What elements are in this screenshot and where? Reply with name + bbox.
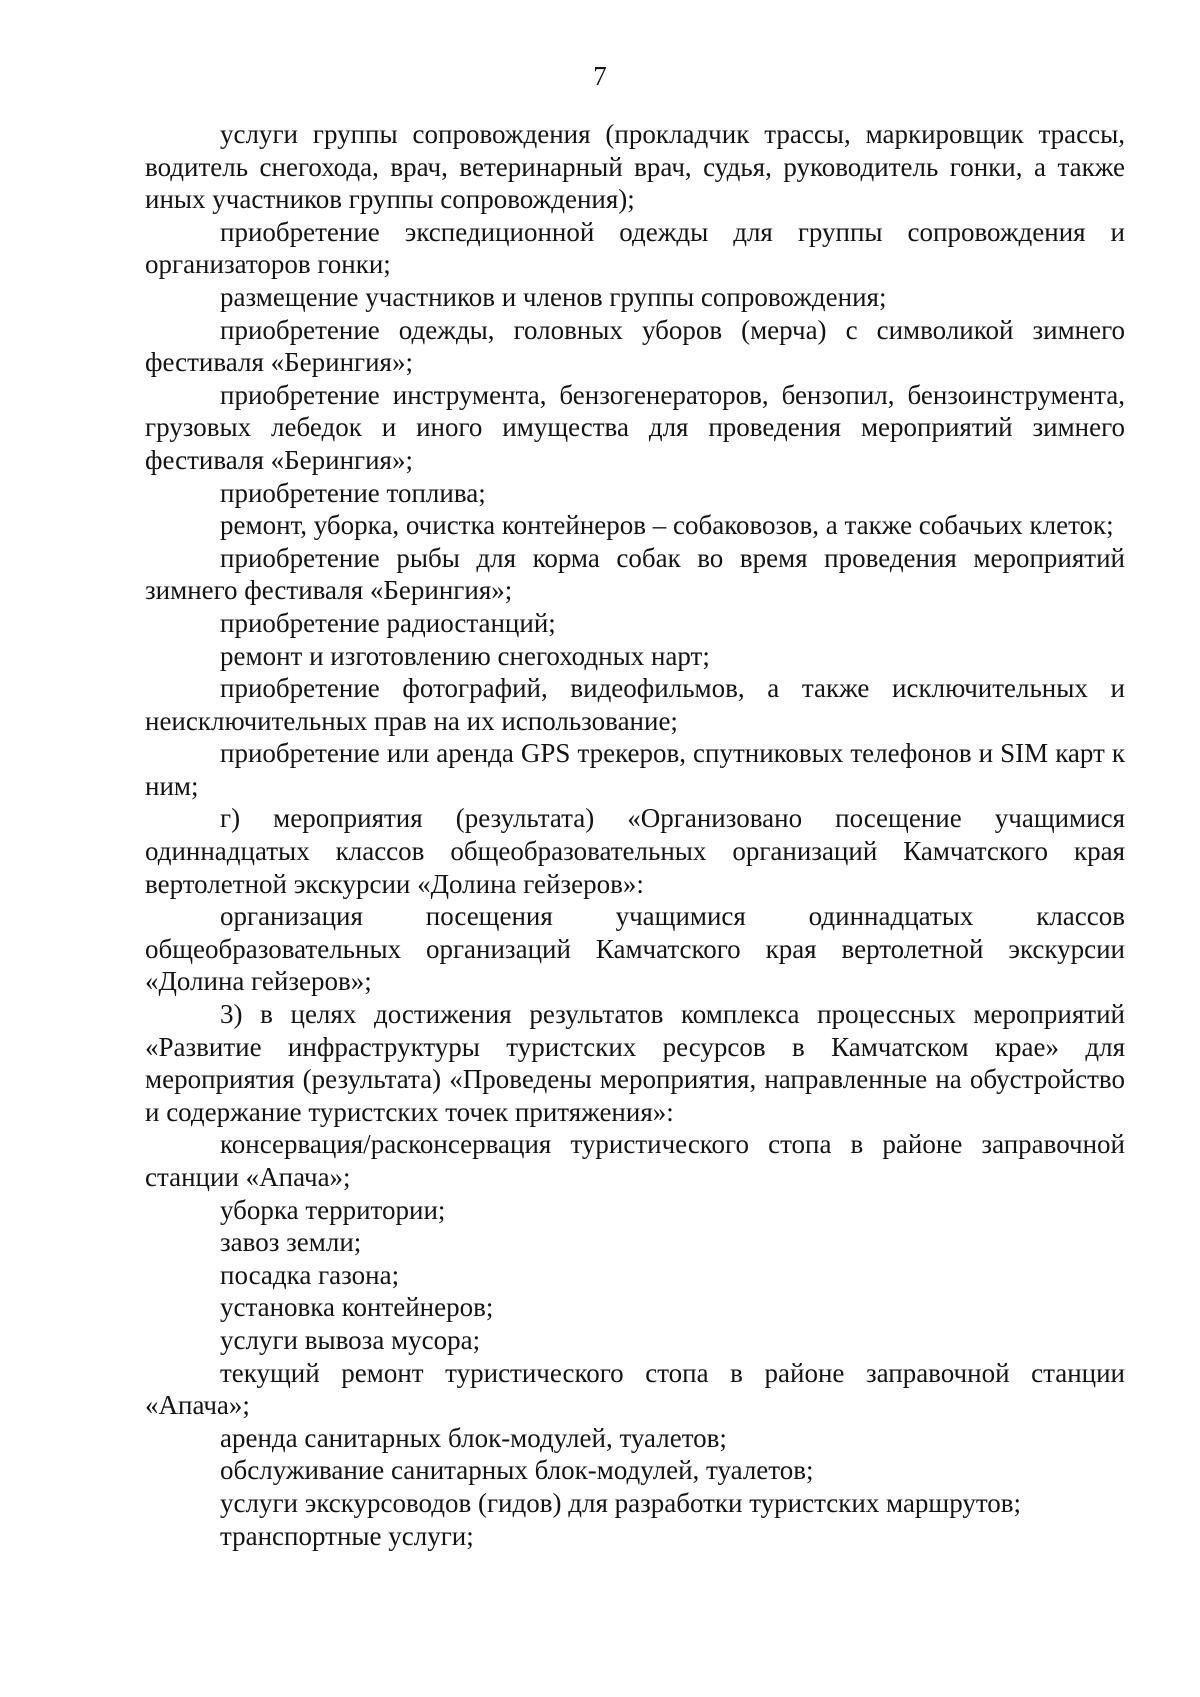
paragraph: консервация/расконсервация туристического стопа в районе заправочной станции «Апача»;	[145, 1129, 1125, 1192]
paragraph: приобретение топлива;	[220, 477, 486, 508]
paragraph: приобретение экспедиционной одежды для группы сопровождения и организаторов гонки;	[145, 216, 1125, 280]
paragraph: приобретение рыбы для корма собак во время проведения мероприятий зимнего фестиваля «Берингия»;	[145, 542, 1125, 606]
paragraph: приобретение радиостанций;	[220, 607, 556, 638]
paragraph: г) мероприятия (результата) «Организовано посещение учащимися одиннадцатых классов общеобразовательных организаций Камчатского края вертолетной экскурсии «Долина гейзеров»:	[145, 803, 1125, 899]
paragraph: приобретение одежды, головных уборов (мерча) с символикой зимнего фестиваля «Берингия»;	[145, 314, 1125, 378]
paragraph: приобретение фотографий, видеофильмов, а также исключительных и неисключительных прав на их использование;	[145, 673, 1125, 736]
paragraph: аренда санитарных блок-модулей, туалетов;	[220, 1422, 727, 1453]
paragraph: 3) в целях достижения результатов комплекса процессных мероприятий «Развитие инфраструктуры туристских ресурсов в Камчатском крае» для мероприятия (результата) «Проведены мероприятия, направленные на обустройство и содержание туристских точек притяжения»:	[145, 999, 1125, 1127]
paragraph: посадка газона;	[220, 1259, 400, 1290]
page-number: 7	[593, 61, 607, 91]
paragraph: ремонт, уборка, очистка контейнеров – собаковозов, а также собачьих клеток;	[220, 510, 1114, 541]
paragraph: услуги группы сопровождения (прокладчик трассы, маркировщик трассы, водитель снегохода, врач, ветеринарный врач, судья, руководитель гонки, а также иных участников группы сопровождения);	[145, 119, 1125, 215]
document-body	[145, 118, 1125, 1552]
paragraph: приобретение или аренда GPS трекеров, спутниковых телефонов и SIM карт к ним;	[145, 738, 1125, 801]
paragraph: транспортные услуги;	[220, 1520, 474, 1551]
paragraph: организация посещения учащимися одиннадцатых классов общеобразовательных организаций Камчатского края вертолетной экскурсии «Долина гейзеров»;	[145, 901, 1125, 997]
paragraph: текущий ремонт туристического стопа в районе заправочной станции «Апача»;	[145, 1357, 1125, 1421]
paragraph: размещение участников и членов группы сопровождения;	[220, 281, 887, 312]
paragraph: установка контейнеров;	[220, 1292, 494, 1323]
paragraph: приобретение инструмента, бензогенераторов, бензопил, бензоинструмента, грузовых лебедок и иного имущества для проведения мероприятий зимнего фестиваля «Берингия»;	[145, 379, 1125, 475]
paragraph: услуги вывоза мусора;	[220, 1324, 481, 1355]
paragraph: уборка территории;	[220, 1194, 446, 1225]
paragraph: услуги экскурсоводов (гидов) для разработки туристских маршрутов;	[220, 1487, 1022, 1518]
paragraph: ремонт и изготовлению снегоходных нарт;	[220, 640, 710, 671]
paragraph: завоз земли;	[220, 1227, 362, 1258]
paragraph: обслуживание санитарных блок-модулей, туалетов;	[220, 1455, 814, 1486]
